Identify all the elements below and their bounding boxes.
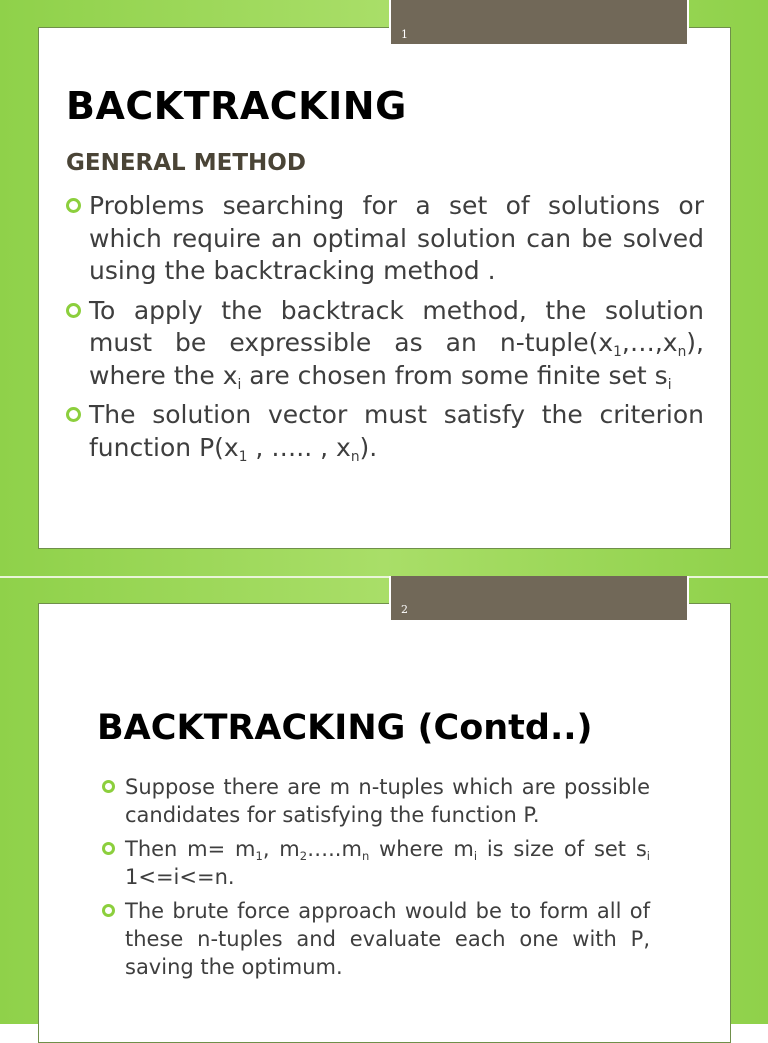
text-run: To apply the backtrack method, the solution must be expressible as an n-tuple(x — [89, 295, 704, 357]
bullet-text — [125, 837, 650, 889]
bullet-item — [66, 295, 704, 393]
text-run: ), where the x — [89, 328, 704, 390]
bullet-text — [89, 400, 704, 465]
slide-1-subtitle: GENERAL METHOD — [66, 150, 306, 176]
ring-bullet-icon — [66, 198, 81, 213]
bullet-item — [102, 835, 650, 891]
slide-number: 2 — [401, 603, 408, 616]
subscript: n — [361, 849, 370, 864]
subscript: i — [473, 849, 478, 864]
text-run: ). — [359, 432, 378, 462]
ring-bullet-icon — [66, 303, 81, 318]
text-run: ,…,x — [621, 328, 678, 357]
text-run: , m — [262, 837, 300, 861]
text-run: …..m — [307, 837, 362, 861]
slide-1-number-tab — [389, 0, 689, 44]
bullet-text: Problems searching for a set of solutions or which require an optimal solution can be solved using the backtracking method . — [89, 191, 704, 285]
text-run: is size of set s — [477, 837, 647, 861]
bullet-item — [102, 897, 650, 981]
text-run: are chosen from some finite set s — [241, 360, 668, 390]
text-run: The solution vector must satisfy the criterion function P(x — [89, 400, 704, 462]
ring-bullet-icon — [102, 842, 115, 855]
text-run: where m — [369, 837, 474, 861]
subscript: 2 — [299, 849, 308, 864]
bullet-text — [89, 295, 704, 393]
subscript: i — [237, 376, 242, 393]
slide-2-number-tab — [389, 576, 689, 620]
slide-1-title: BACKTRACKING — [66, 84, 407, 128]
subscript: n — [677, 343, 687, 360]
ring-bullet-icon — [66, 407, 81, 422]
ring-bullet-icon — [102, 904, 115, 917]
text-run: Then m= m — [125, 837, 256, 861]
bullet-item — [66, 190, 704, 288]
subscript: 1 — [613, 343, 622, 360]
subscript: i — [667, 376, 672, 393]
bullet-text: The brute force approach would be to form all of these n-tuples and evaluate each one with P, saving the optimum. — [125, 899, 650, 979]
slide-2-bullet-list — [102, 773, 650, 987]
text-run: 1<=i<=n. — [125, 865, 235, 889]
ring-bullet-icon — [102, 780, 115, 793]
bullet-item — [66, 399, 704, 464]
slide-2-title: BACKTRACKING (Contd..) — [97, 708, 593, 748]
slide-number: 1 — [401, 28, 408, 41]
bullet-item — [102, 773, 650, 829]
subscript: n — [350, 448, 360, 465]
subscript: 1 — [255, 849, 263, 864]
bullet-text: Suppose there are m n-tuples which are possible candidates for satisfying the function P. — [125, 775, 650, 827]
text-run: , ….. , x — [247, 432, 351, 462]
subscript: 1 — [238, 448, 248, 465]
slide-1-bullet-list — [66, 190, 704, 471]
subscript: i — [646, 849, 650, 864]
